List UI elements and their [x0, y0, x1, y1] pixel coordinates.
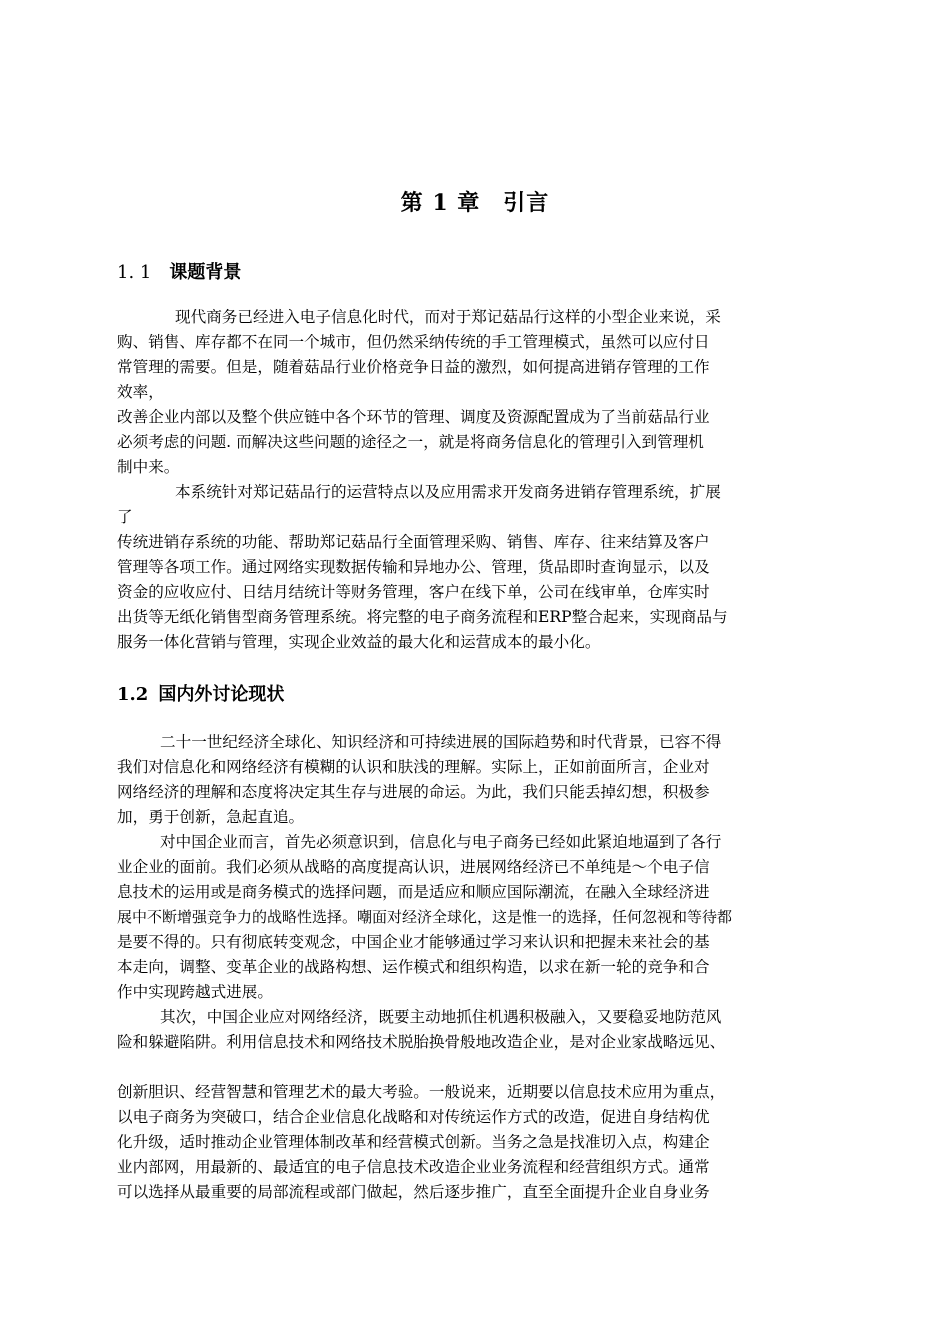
- paragraph-line: 购、销售、库存都不在同一个城市，但仍然采纳传统的手工管理模式，虽然可以应付日: [117, 333, 710, 351]
- paragraph-line: 常管理的需要。但是，随着菇品行业价格竞争日益的激烈，如何提高进销存管理的工作: [117, 358, 710, 376]
- paragraph-line: 可以选择从最重要的局部流程或部门做起，然后逐步推广，直至全面提升企业自身业务: [117, 1183, 710, 1201]
- paragraph-line: 加，勇于创新，急起直追。: [117, 808, 305, 826]
- paragraph-line: 是要不得的。只有彻底转变观念，中国企业才能够通过学习来认识和把握未来社会的基: [117, 933, 710, 951]
- paragraph-line: 作中实现跨越式进展。: [117, 983, 273, 1001]
- section-title: 课题背景: [169, 262, 242, 283]
- paragraph-line: 我们对信息化和网络经济有模糊的认识和肤浅的理解。实际上，正如前面所言，企业对: [117, 758, 710, 776]
- paragraph-line: 息技术的运用或是商务模式的选择问题，而是适应和顺应国际潮流，在融入全球经济进: [117, 883, 710, 901]
- paragraph-line: 本系统针对郑记菇品行的运营特点以及应用需求开发商务进销存管理系统，扩展: [175, 483, 721, 501]
- paragraph-line: 效率，: [117, 383, 164, 401]
- paragraph-line: 以电子商务为突破口，结合企业信息化战略和对传统运作方式的改造，促进自身结构优: [117, 1108, 710, 1126]
- paragraph-line: 其次，中国企业应对网络经济，既要主动地抓住机遇积极融入，又要稳妥地防范风: [160, 1008, 722, 1026]
- paragraph-line: 化升级，适时推动企业管理体制改革和经营模式创新。当务之急是找准切入点，构建企: [117, 1133, 710, 1151]
- section-number: 1. 1: [117, 262, 152, 283]
- paragraph-line: 险和躲避陷阱。利用信息技术和网络技术脱胎换骨般地改造企业，是对企业家战略远见、: [117, 1033, 726, 1051]
- paragraph-line: 制中来。: [117, 458, 180, 476]
- section-heading-1-2: [117, 680, 284, 706]
- paragraph-line: 展中不断增强竞争力的战略性选择。嘲面对经济全球化，这是惟一的选择，任何忽视和等待都: [117, 908, 733, 926]
- paragraph-line: 资金的应收应付、日结月结统计等财务管理，客户在线下单，公司在线审单，仓库实时: [117, 583, 710, 601]
- paragraph-line: 现代商务已经进入电子信息化时代，而对于郑记菇品行这样的小型企业来说，采: [175, 308, 721, 326]
- section-number: 1.2: [117, 684, 149, 705]
- paragraph-line: 二十一世纪经济全球化、知识经济和可持续进展的国际趋势和时代背景，已容不得: [160, 733, 722, 751]
- paragraph-line: 创新胆识、经营智慧和管理艺术的最大考验。一般说来，近期要以信息技术应用为重点，: [117, 1083, 726, 1101]
- paragraph-line: 本走向，调整、变革企业的战路构想、运作模式和组织构造，以求在新一轮的竞争和合: [117, 958, 710, 976]
- paragraph-line: 了: [117, 508, 133, 526]
- section-heading-1-1: [117, 258, 241, 284]
- chapter-title: 第 1 章 引言: [400, 190, 550, 216]
- paragraph-line: 传统进销存系统的功能、帮助郑记菇品行全面管理采购、销售、库存、往来结算及客户: [117, 533, 710, 551]
- paragraph-line: 服务一体化营销与管理，实现企业效益的最大化和运营成本的最小化。: [117, 633, 601, 651]
- paragraph-line: 网络经济的理解和态度将决定其生存与进展的命运。为此，我们只能丢掉幻想，积极参: [117, 783, 710, 801]
- paragraph-line: 改善企业内部以及整个供应链中各个环节的管理、调度及资源配置成为了当前菇品行业: [117, 408, 710, 426]
- section-title: 国内外讨论现状: [158, 684, 285, 705]
- paragraph-line: 业企业的面前。我们必须从战略的高度提高认识，进展网络经济已不单纯是～个电子信: [117, 858, 710, 876]
- paragraph-line: 管理等各项工作。通过网络实现数据传输和异地办公、管理，货品即时查询显示，以及: [117, 558, 710, 576]
- paragraph-line: 对中国企业而言，首先必须意识到，信息化与电子商务已经如此紧迫地逼到了各行: [160, 833, 722, 851]
- paragraph-line: 必须考虑的问题. 而解决这些问题的途径之一，就是将商务信息化的管理引入到管理机: [117, 433, 704, 451]
- paragraph-line: 出货等无纸化销售型商务管理系统。将完整的电子商务流程和ERP整合起来，实现商品与: [117, 608, 728, 626]
- paragraph-line: 业内部网，用最新的、最适宜的电子信息技术改造企业业务流程和经营组织方式。通常: [117, 1158, 710, 1176]
